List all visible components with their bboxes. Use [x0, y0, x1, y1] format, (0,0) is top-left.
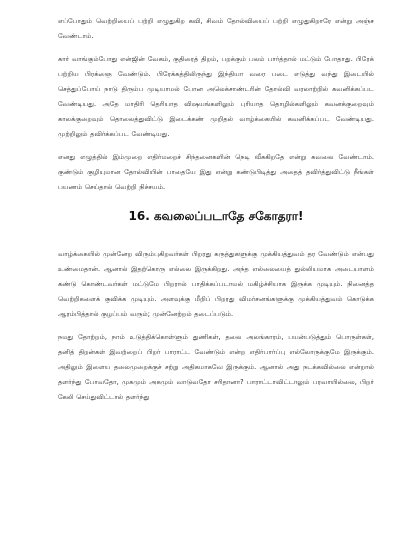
chapter-heading: 16. கவலைப்படாதே சகோதரா!: [128, 209, 304, 223]
paragraph: கார் வாங்கும்போது என்ஜின் வேகம், குதிரைத் திறம், பறக்கும் பலம் பார்த்தால் மட்டும் போதாது. பிரேக் பற்றிய பிரக்ஞை வேண்டும். பிரேக்கத்திலிருந்து இந்தியா வரை படை எடுத்து வந்து இடையில் செத்துப்போய் நாடு திரும்ப முடியாமல் போன அலெக்சாண்டரின் தோல்வி வரலாற்றில் கவனிக்கப்பட வேண்டியது. அதே மாதிரி தெரியாத விஷயங்களிலும் புரியாத தொழில்களிலும் கவனக்குறைவும் காலக்குறைவும் தொலைத்துவிட்டு இடைக்கண் முறிதல் வாழ்க்கையில் கவனிக்கப்பட வேண்டியது. முற்றிலும் தவிர்க்கப்பட வேண்டியது.: [58, 55, 374, 138]
paragraph: வாழ்க்கையில் முன்னேற விரும்புகிறவர்கள் பிறரது கருத்துகளுக்கு முக்கியத்துவம் தர வேண்டும் என்பது உண்மைதான். ஆனால் இதற்கொரு எல்லை இருக்கிறது. அந்த எல்லையைத் துல்லியமாக அடையாளம் கண்டு கொண்டவர்கள் மட்டுமே பிறரால் பாதிக்கப்படாமல் மகிழ்ச்சியாக இருக்க முடியும். நினைத்த வெற்றிகளைக் குவிக்க முடியும். அளவுக்கு மீறிப் பிறரது விமர்சனங்களுக்கு முக்கியத்துவம் கொடுக்க ஆரம்பித்தால் குழப்பம் வரும்; முன்னேற்றம் தடைப்படும்.: [58, 250, 374, 318]
paragraph: எனது எழுத்தில் இம்முறை எதிர்மறைச் சிந்தனைகளின் நெடி வீசுகிறதே என்று கவலை வேண்டாம். குண்டும் குழியுமான தோல்வியின் பாதையே இது என்று கண்டுபிடித்து அதைத் தவிர்த்துவிட்டு நீங்கள் பயணம் செய்தால் வெற்றி நிச்சயம்.: [58, 153, 374, 191]
paragraph: நமது தோற்றம், நாம் உடுத்திக்கொள்ளும் துணிகள், தலை அலங்காரம், பயன்படுத்தும் பொருள்கள், தனித் திறன்கள் இவற்றைப் பிறர் பாராட்ட வேண்டும் என்ற எதிர்பார்ப்பு எல்லோருக்குமே இருக்கும். அதிலும் இளைய தலைமுறைக்குச் சற்று அதிகமாகவே இருக்கும். ஆனால் அது நடக்கவில்லை என்றால் தளர்ந்து போவதோ, முகமும் அகமும் வாடுவதோ சரிதானா? பாராட்டாவிட்டாலும் பரவாயில்லை, பிறர் கேலி செய்துவிட்டால் தளர்ந்து: [58, 333, 374, 401]
paragraph: எப்போதும் வெற்றியைப் பற்றி எழுதுகிற கவி, சிவம் தோல்வியைப் பற்றி எழுதுகிறாரே என்று அஞ்ச வேண்டாம்.: [58, 17, 374, 40]
